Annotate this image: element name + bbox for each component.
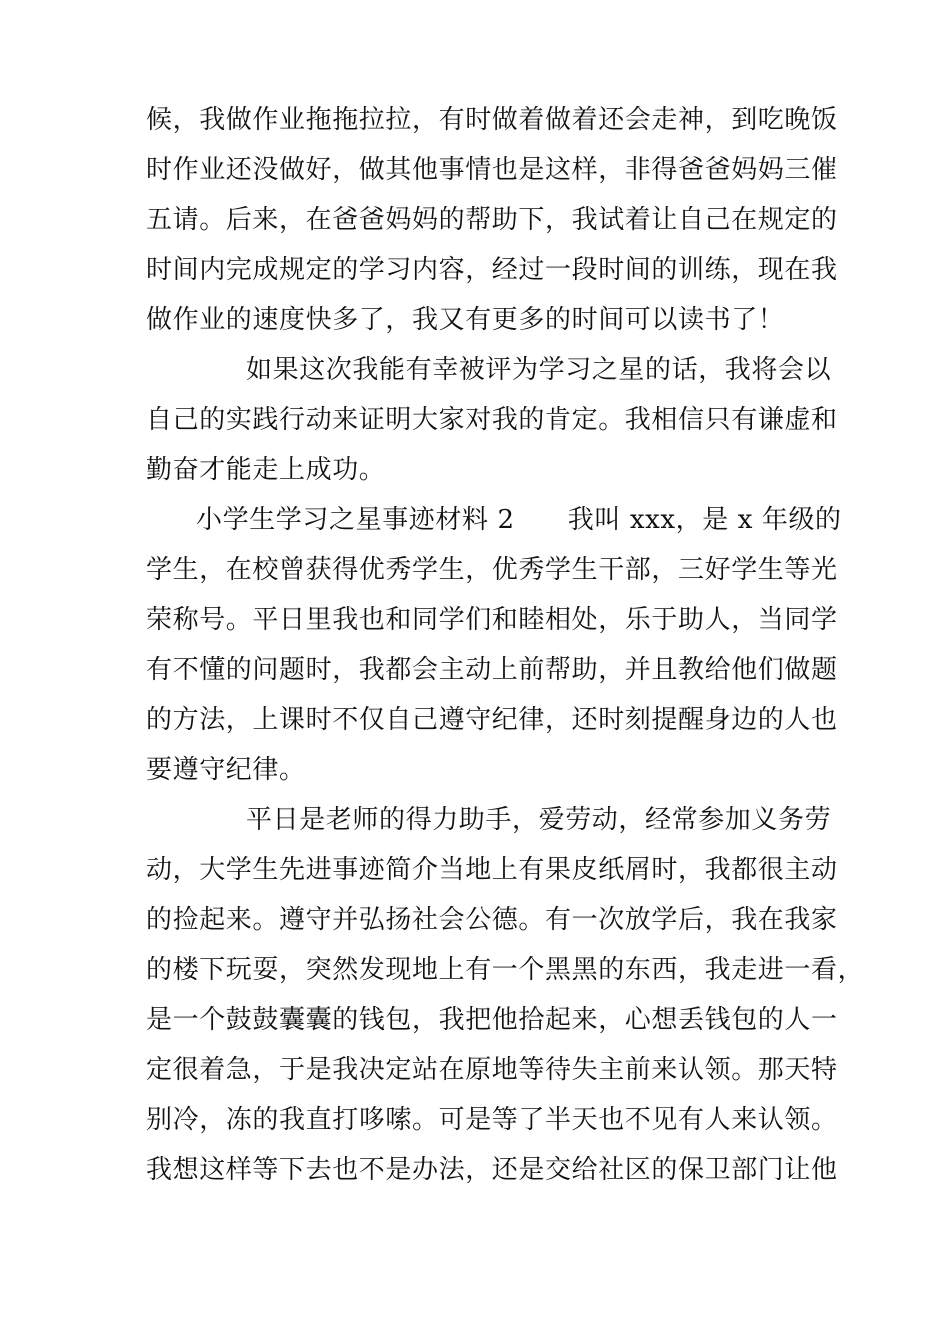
text-line: 候，我做作业拖拖拉拉，有时做着做着还会走神，到吃晚饭 bbox=[146, 105, 838, 135]
text-line: 别冷，冻的我直打哆嗦。可是等了半天也不见有人来认领。 bbox=[146, 1105, 838, 1135]
text-line: 学生，在校曾获得优秀学生，优秀学生干部，三好学生等光 bbox=[146, 555, 838, 585]
text-line: 做作业的速度快多了，我又有更多的时间可以读书了！ bbox=[146, 305, 785, 335]
paragraph-start-line: 如果这次我能有幸被评为学习之星的话，我将会以 bbox=[246, 355, 832, 385]
text-line: 我想这样等下去也不是办法，还是交给社区的保卫部门让他 bbox=[146, 1155, 838, 1185]
text-line: 动，大学生先进事迹简介当地上有果皮纸屑时，我都很主动 bbox=[146, 855, 838, 885]
paragraph-start-line: 平日是老师的得力助手，爱劳动，经常参加义务劳 bbox=[246, 805, 832, 835]
text-line: 时间内完成规定的学习内容，经过一段时间的训练，现在我 bbox=[146, 255, 838, 285]
text-line: 五请。后来，在爸爸妈妈的帮助下，我试着让自己在规定的 bbox=[146, 205, 838, 235]
text-line: 有不懂的问题时，我都会主动上前帮助，并且教给他们做题 bbox=[146, 655, 838, 685]
text-line: 勤奋才能走上成功。 bbox=[146, 455, 386, 485]
text-line: 时作业还没做好，做其他事情也是这样，非得爸爸妈妈三催 bbox=[146, 155, 838, 185]
text-line: 自己的实践行动来证明大家对我的肯定。我相信只有谦虚和 bbox=[146, 405, 838, 435]
section-heading-line: 小学生学习之星事迹材料 2 我叫 xxx，是 x 年级的 bbox=[196, 505, 842, 535]
text-line: 的方法，上课时不仅自己遵守纪律，还时刻提醒身边的人也 bbox=[146, 705, 838, 735]
text-line: 的楼下玩耍，突然发现地上有一个黑黑的东西，我走进一看， bbox=[146, 955, 865, 985]
text-line: 是一个鼓鼓囊囊的钱包，我把他拾起来，心想丢钱包的人一 bbox=[146, 1005, 838, 1035]
text-line: 要遵守纪律。 bbox=[146, 755, 306, 785]
text-line: 的捡起来。遵守并弘扬社会公德。有一次放学后，我在我家 bbox=[146, 905, 838, 935]
text-line: 定很着急，于是我决定站在原地等待失主前来认领。那天特 bbox=[146, 1055, 838, 1085]
text-line: 荣称号。平日里我也和同学们和睦相处，乐于助人，当同学 bbox=[146, 605, 838, 635]
